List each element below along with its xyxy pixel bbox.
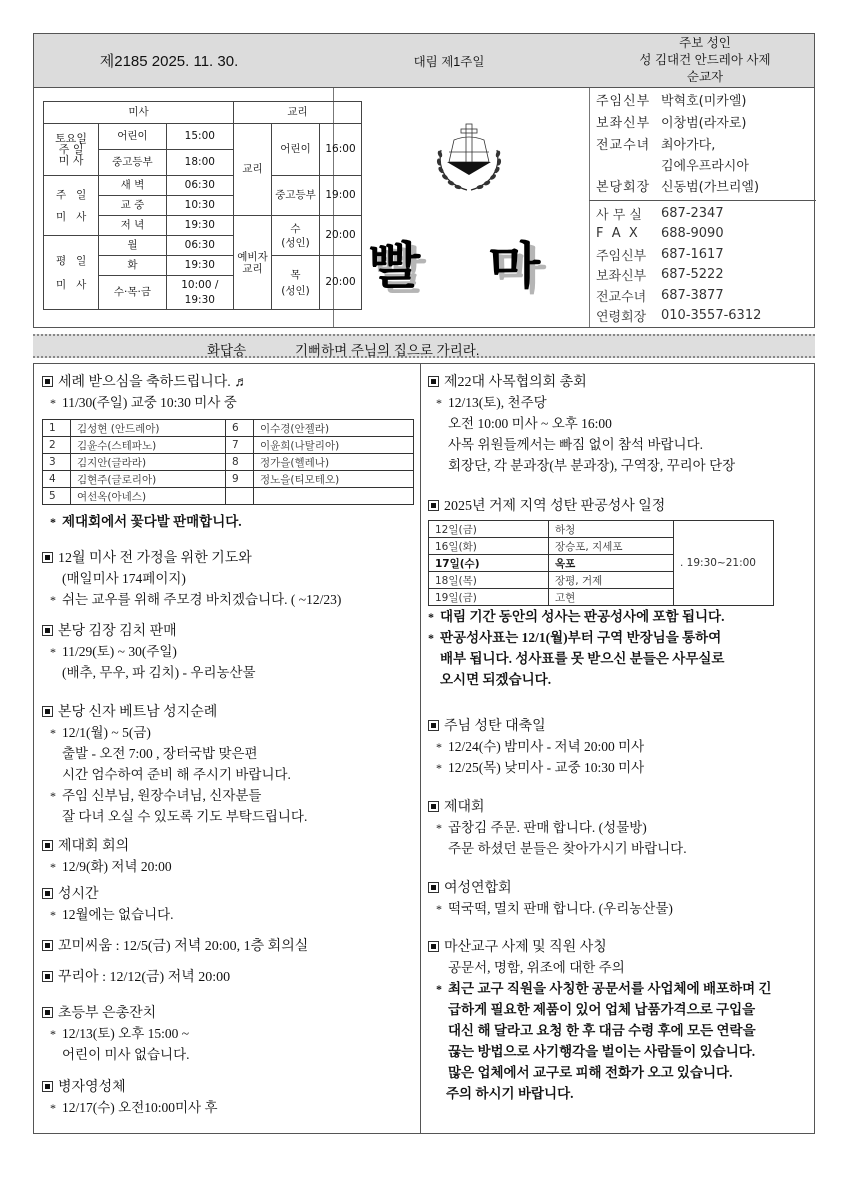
info-section — [33, 88, 815, 328]
kimchi-section: 본당 김장 김치 판매 * 11/29(토) ~ 30(주일) (배추, 무우, 파 김치) - 우리농산물 — [42, 619, 414, 683]
altar-meeting-section: 제대회 회의 * 12/9(화) 저녁 20:00 — [42, 834, 414, 877]
staff-row: 주임신부 박혁호(미카엘) — [596, 93, 747, 109]
issue-date: 제2185 2025. 11. 30. — [99, 53, 239, 70]
saturday-mass-label: 토요일 주 일 미 사 — [44, 124, 99, 176]
catechumen-label: 예비자 교리 — [234, 216, 272, 310]
staff-row: 보좌신부 이창범(라자로) — [596, 115, 747, 131]
bullet-square-icon — [42, 1081, 53, 1092]
bullet-square-icon — [42, 706, 53, 717]
liturgical-day: 대림 제1주일 — [413, 54, 485, 69]
staff-row: 김에우프라시아 — [661, 158, 749, 174]
wtf-times: 10:00 / 19:30 — [166, 276, 233, 310]
phone-row: 전교수녀 687-3877 — [596, 287, 724, 305]
fraud-warning-section: 마산교구 사제 및 직원 사칭 공문서, 명함, 위조에 대한 주의 * 최근 교구 직원을 사칭한 공문서를 사업체에 배포하며 긴 급하게 필요한 제품이 있어 업체 납품가격으로 구입을 대신 해 달라고 요청 한 후 대금 수령 후에 모든 연락을 끊는 방법으로 사기행각을 벌이는 사람들이 있습니다. 많은 업체에서 교구로 피해 전화가 오고 있습니다. 주의 하시기 바랍니다. — [428, 935, 810, 1104]
pilgrimage-section: 본당 신자 베트남 성지순례 * 12/1(월) ~ 5(금) 출발 - 오전 7:00 , 장터국밥 맞은편 시간 엄수하여 준비 해 주시기 바랍니다. * 주임 신부님, 원장수녀님, 신자분들 잘 다녀 오실 수 있도록 기도 부탁드립니다. — [42, 700, 414, 827]
divider — [589, 200, 816, 201]
christmas-section: 주님 성탄 대축일 * 12/24(수) 밤미사 - 저녁 20:00 미사 * 12/25(목) 낮미사 - 교중 10:30 미사 — [428, 714, 810, 778]
penance-section: 2025년 거제 지역 성탄 판공성사 일정 12일(금) 하청 . 19:30~21:00 16일(화) 장승포, 지세포 17일(수) 옥포 18일(목) 장평, 거제 19일(금) 고현 * 대림 기간 동안의 성사는 판공성사에 포함 됩니다. * 판공성사표는 12/1(월)부터 구역 반장님을 통하여 배부 됩니다. 성사표를 못 받으신 분들은 사무실로 오시면 되겠습니다. — [428, 494, 810, 690]
bulletin-header — [33, 33, 815, 88]
parish-emblem-icon — [429, 120, 509, 195]
baptism-section: 세례 받으심을 축하드립니다. ♬ * 11/30(주일) 교중 10:30 미사 중 1 김성현 (안드레아) 6 이수경(안젤라) 2 김윤수(스테파노) 7 이윤희(나탈리아) 3 김지안(글라라) 8 정가을(헬레나) 4 김현주(글로리아) 9 정노을(티모테오) 5 여선옥(아네스) * 제대회에서 꽃다발 판매합니다. — [42, 370, 414, 532]
table-row: 4 김현주(글로리아) 9 정노을(티모테오) — [43, 471, 414, 488]
table-row: 5 여선옥(아네스) — [43, 488, 414, 505]
bullet-square-icon — [42, 840, 53, 851]
table-row: 16일(화) 장승포, 지세포 — [429, 538, 774, 555]
announcements — [33, 363, 815, 1134]
mass-schedule-table: 미사 교리 토요일 주 일 미 사 어린이 15:00 교리 어린이 16:00 중고등부 18:00 주 일 미 사 새 벽 06:30 중고등부 19:00 교 중 10:30 저 녁 19:30 예비자 교리 수 (성인) 20:00 평 일 미 사 월 06:30 화 19:30 목 (성인) 20:00 수·목·금 10:00 / 19:30 — [43, 101, 362, 310]
bullet-square-icon — [42, 552, 53, 563]
bullet-square-icon — [42, 971, 53, 982]
staff-row: 전교수녀 최아가다, — [596, 137, 716, 153]
divider — [589, 88, 590, 327]
curia-section: 꾸리아 : 12/12(금) 저녁 20:00 — [42, 965, 414, 987]
bulletin-title: 빨 마 — [368, 237, 541, 295]
table-row: 3 김지안(글라라) 8 정가을(헬레나) — [43, 454, 414, 471]
table-row: 19일(금) 고현 — [429, 589, 774, 606]
weekday-mass-label: 평 일 미 사 — [44, 236, 99, 310]
bullet-square-icon — [428, 500, 439, 511]
bullet-square-icon — [428, 941, 439, 952]
responsorial-psalm: 화답송 기뻐하며 주님의 집으로 가리라. — [33, 334, 815, 358]
bullet-square-icon — [428, 720, 439, 731]
elementary-section: 초등부 은총잔치 * 12/13(토) 오후 15:00 ~ 어린이 미사 없습니다. — [42, 1001, 414, 1065]
altar-society-section: 제대회 * 곱창김 주문. 판매 합니다. (성물방) 주문 하셨던 분들은 찾아가시기 바랍니다. — [428, 795, 810, 859]
table-row: 12일(금) 하청 . 19:30~21:00 — [429, 521, 774, 538]
column-divider — [420, 364, 421, 1133]
womens-association-section: 여성연합회 * 떡국떡, 멸치 판매 합니다. (우리농산물) — [428, 876, 810, 919]
table-row: 18일(목) 장평, 거제 — [429, 572, 774, 589]
table-row: 1 김성현 (안드레아) 6 이수경(안젤라) — [43, 420, 414, 437]
phone-row: 연령회장 010-3557-6312 — [596, 308, 762, 326]
bullet-square-icon — [42, 376, 53, 387]
penance-schedule-table — [428, 520, 774, 606]
bullet-square-icon — [428, 376, 439, 387]
kkomi-section: 꼬미씨움 : 12/5(금) 저녁 20:00, 1층 회의실 — [42, 934, 414, 956]
bullet-square-icon — [428, 882, 439, 893]
baptism-names-table — [42, 419, 414, 505]
phone-row: 보좌신부 687-5222 — [596, 267, 724, 285]
bullet-square-icon — [42, 625, 53, 636]
prayer-section: 12월 미사 전 가정을 위한 기도와 (매일미사 174페이지) * 쉬는 교우를 위해 주모경 바치겠습니다. ( ~12/23) — [42, 546, 414, 610]
bullet-square-icon — [42, 940, 53, 951]
phone-list — [596, 203, 816, 326]
sunday-mass-label: 주 일 미 사 — [44, 176, 99, 236]
phone-row: 사 무 실 687-2347 — [596, 205, 724, 223]
thu-adult: 목 (성인) — [272, 256, 320, 310]
patron-saint: 주보 성인 성 김대건 안드레아 사제 순교자 — [639, 36, 771, 84]
phone-row: F A X 688-9090 — [596, 226, 724, 242]
masthead — [334, 88, 589, 328]
bullet-square-icon — [42, 1007, 53, 1018]
bullet-square-icon — [428, 801, 439, 812]
holy-hour-section: 성시간 * 12월에는 없습니다. — [42, 882, 414, 925]
sick-communion-section: 병자영성체 * 12/17(수) 오전10:00미사 후 — [42, 1075, 414, 1118]
table-row: 17일(수) 옥포 — [429, 555, 774, 572]
staff-row: 본당회장 신동범(가브리엘) — [596, 179, 760, 195]
staff-list — [596, 88, 816, 196]
bullet-square-icon — [42, 888, 53, 899]
table-row: 2 김윤수(스테파노) 7 이윤희(나탈리아) — [43, 437, 414, 454]
phone-row: 주임신부 687-1617 — [596, 246, 724, 264]
council-section: 제22대 사목협의회 총회 * 12/13(토), 천주당 오전 10:00 미사 ~ 오후 16:00 사목 위원들께서는 빠짐 없이 참석 바랍니다. 회장단, 각 분과장(부 분과장), 구역장, 꾸리아 단장 — [428, 370, 810, 476]
wed-adult: 수 (성인) — [272, 216, 320, 256]
